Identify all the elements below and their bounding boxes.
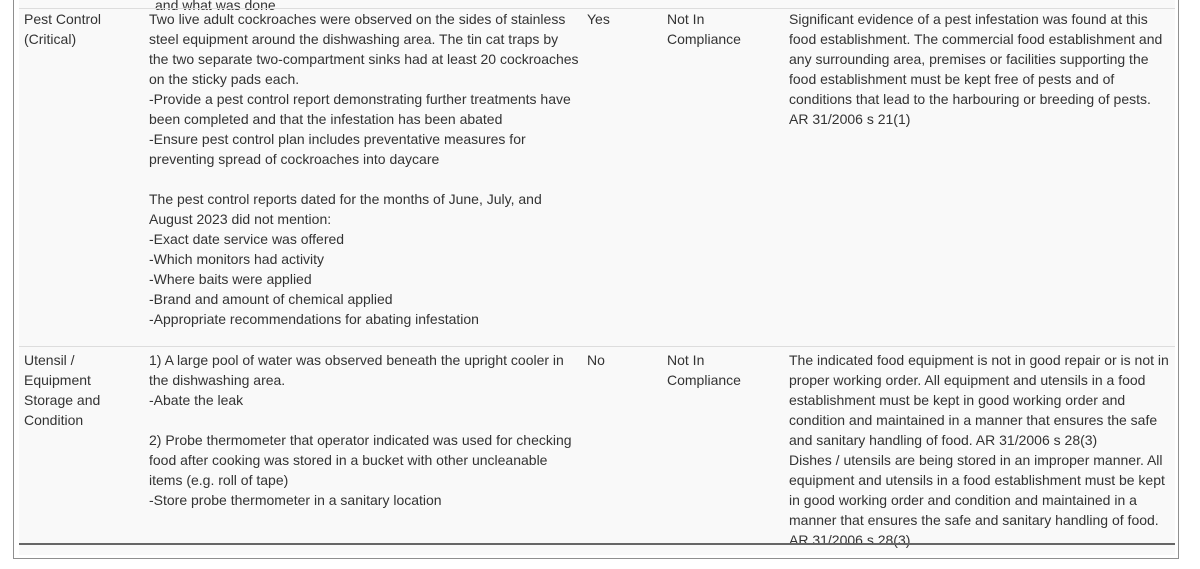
table-bottom-border xyxy=(19,543,1175,545)
details-cell xyxy=(789,9,1162,129)
table-body xyxy=(19,0,1175,555)
previous-row-clipped-text: and what was done xyxy=(155,0,276,13)
detail-line: establishment must be kept in good working order and xyxy=(789,392,1126,408)
critical-value: No xyxy=(587,352,605,368)
item-line: (Critical) xyxy=(24,31,77,47)
row-divider xyxy=(19,346,1175,347)
details-cell xyxy=(789,350,1169,550)
compliance-line: Not In xyxy=(667,11,705,27)
paragraph-gap xyxy=(149,169,579,189)
comment-line: -Exact date service was offered xyxy=(149,231,345,247)
comment-line: -Provide a pest control report demonstrating further treatments have xyxy=(149,91,571,107)
item-line: Pest Control xyxy=(24,11,102,27)
detail-line: Dishes / utensils are being stored in an improper manner. All xyxy=(789,452,1163,468)
item-line: Utensil / xyxy=(24,352,75,368)
compliance-line: Not In xyxy=(667,352,705,368)
comment-line: preventing spread of cockroaches into daycare xyxy=(149,151,440,167)
comment-line: food after cooking was stored in a bucket with other uncleanable xyxy=(149,452,548,468)
detail-line: equipment and utensils in a food establishment must be kept xyxy=(789,472,1165,488)
comment-line: the dishwashing area. xyxy=(149,372,286,388)
detail-line: AR 31/2006 s 21(1) xyxy=(789,111,911,127)
compliance-cell xyxy=(667,9,741,49)
detail-line: food establishment must be kept free of pests and of xyxy=(789,71,1115,87)
compliance-line: Compliance xyxy=(667,372,741,388)
detail-line: conditions that lead to the harbouring or breeding of pests. xyxy=(789,91,1151,107)
comment-line: been completed and that the infestation has been abated xyxy=(149,111,503,127)
comment-line: steel equipment around the dishwashing area. The tin cat traps by xyxy=(149,31,559,47)
compliance-line: Compliance xyxy=(667,31,741,47)
critical-cell xyxy=(587,350,605,370)
comment-line: August 2023 did not mention: xyxy=(149,211,332,227)
detail-line: proper working order. All equipment and utensils in a food xyxy=(789,372,1146,388)
comment-line: -Ensure pest control plan includes preventative measures for xyxy=(149,131,526,147)
detail-line: Significant evidence of a pest infestation was found at this xyxy=(789,11,1148,27)
inspection-table xyxy=(13,0,1179,559)
critical-value: Yes xyxy=(587,11,610,27)
comment-line: The pest control reports dated for the months of June, July, and xyxy=(149,191,542,207)
critical-cell xyxy=(587,9,610,29)
detail-line: condition and maintained in a manner that ensures the safe xyxy=(789,412,1158,428)
comment-line: on the sticky pads each. xyxy=(149,71,300,87)
detail-line: AR 31/2006 s 28(3) xyxy=(789,532,911,548)
comment-line: Two live adult cockroaches were observed on the sides of stainless xyxy=(149,11,566,27)
comment-line: -Which monitors had activity xyxy=(149,251,325,267)
comment-line: 2) Probe thermometer that operator indicated was used for checking xyxy=(149,432,572,448)
comment-line: 1) A large pool of water was observed beneath the upright cooler in xyxy=(149,352,564,368)
item-line: Equipment xyxy=(24,372,91,388)
compliance-cell xyxy=(667,350,741,390)
item-cell xyxy=(24,9,101,49)
comment-line: items (e.g. roll of tape) xyxy=(149,472,289,488)
paragraph-gap xyxy=(149,410,572,430)
comment-line: -Store probe thermometer in a sanitary location xyxy=(149,492,442,508)
comment-line: -Brand and amount of chemical applied xyxy=(149,291,393,307)
comments-cell xyxy=(149,350,572,510)
detail-line: The indicated food equipment is not in good repair or is not in xyxy=(789,352,1169,368)
detail-line: food establishment. The commercial food establishment and xyxy=(789,31,1163,47)
item-line: Condition xyxy=(24,412,84,428)
item-cell xyxy=(24,350,100,430)
detail-line: in good working order and condition and maintained in a xyxy=(789,492,1137,508)
detail-line: any surrounding area, premises or facilities supporting the xyxy=(789,51,1149,67)
detail-line: and sanitary handling of food. AR 31/2006 s 28(3) xyxy=(789,432,1098,448)
detail-line: manner that ensures the safe and sanitary handling of food. xyxy=(789,512,1159,528)
comment-line: -Where baits were applied xyxy=(149,271,312,287)
comment-line: -Abate the leak xyxy=(149,392,244,408)
comment-line: the two separate two-compartment sinks had at least 20 cockroaches xyxy=(149,51,579,67)
comments-cell xyxy=(149,9,579,329)
item-line: Storage and xyxy=(24,392,101,408)
comment-line: -Appropriate recommendations for abating infestation xyxy=(149,311,479,327)
